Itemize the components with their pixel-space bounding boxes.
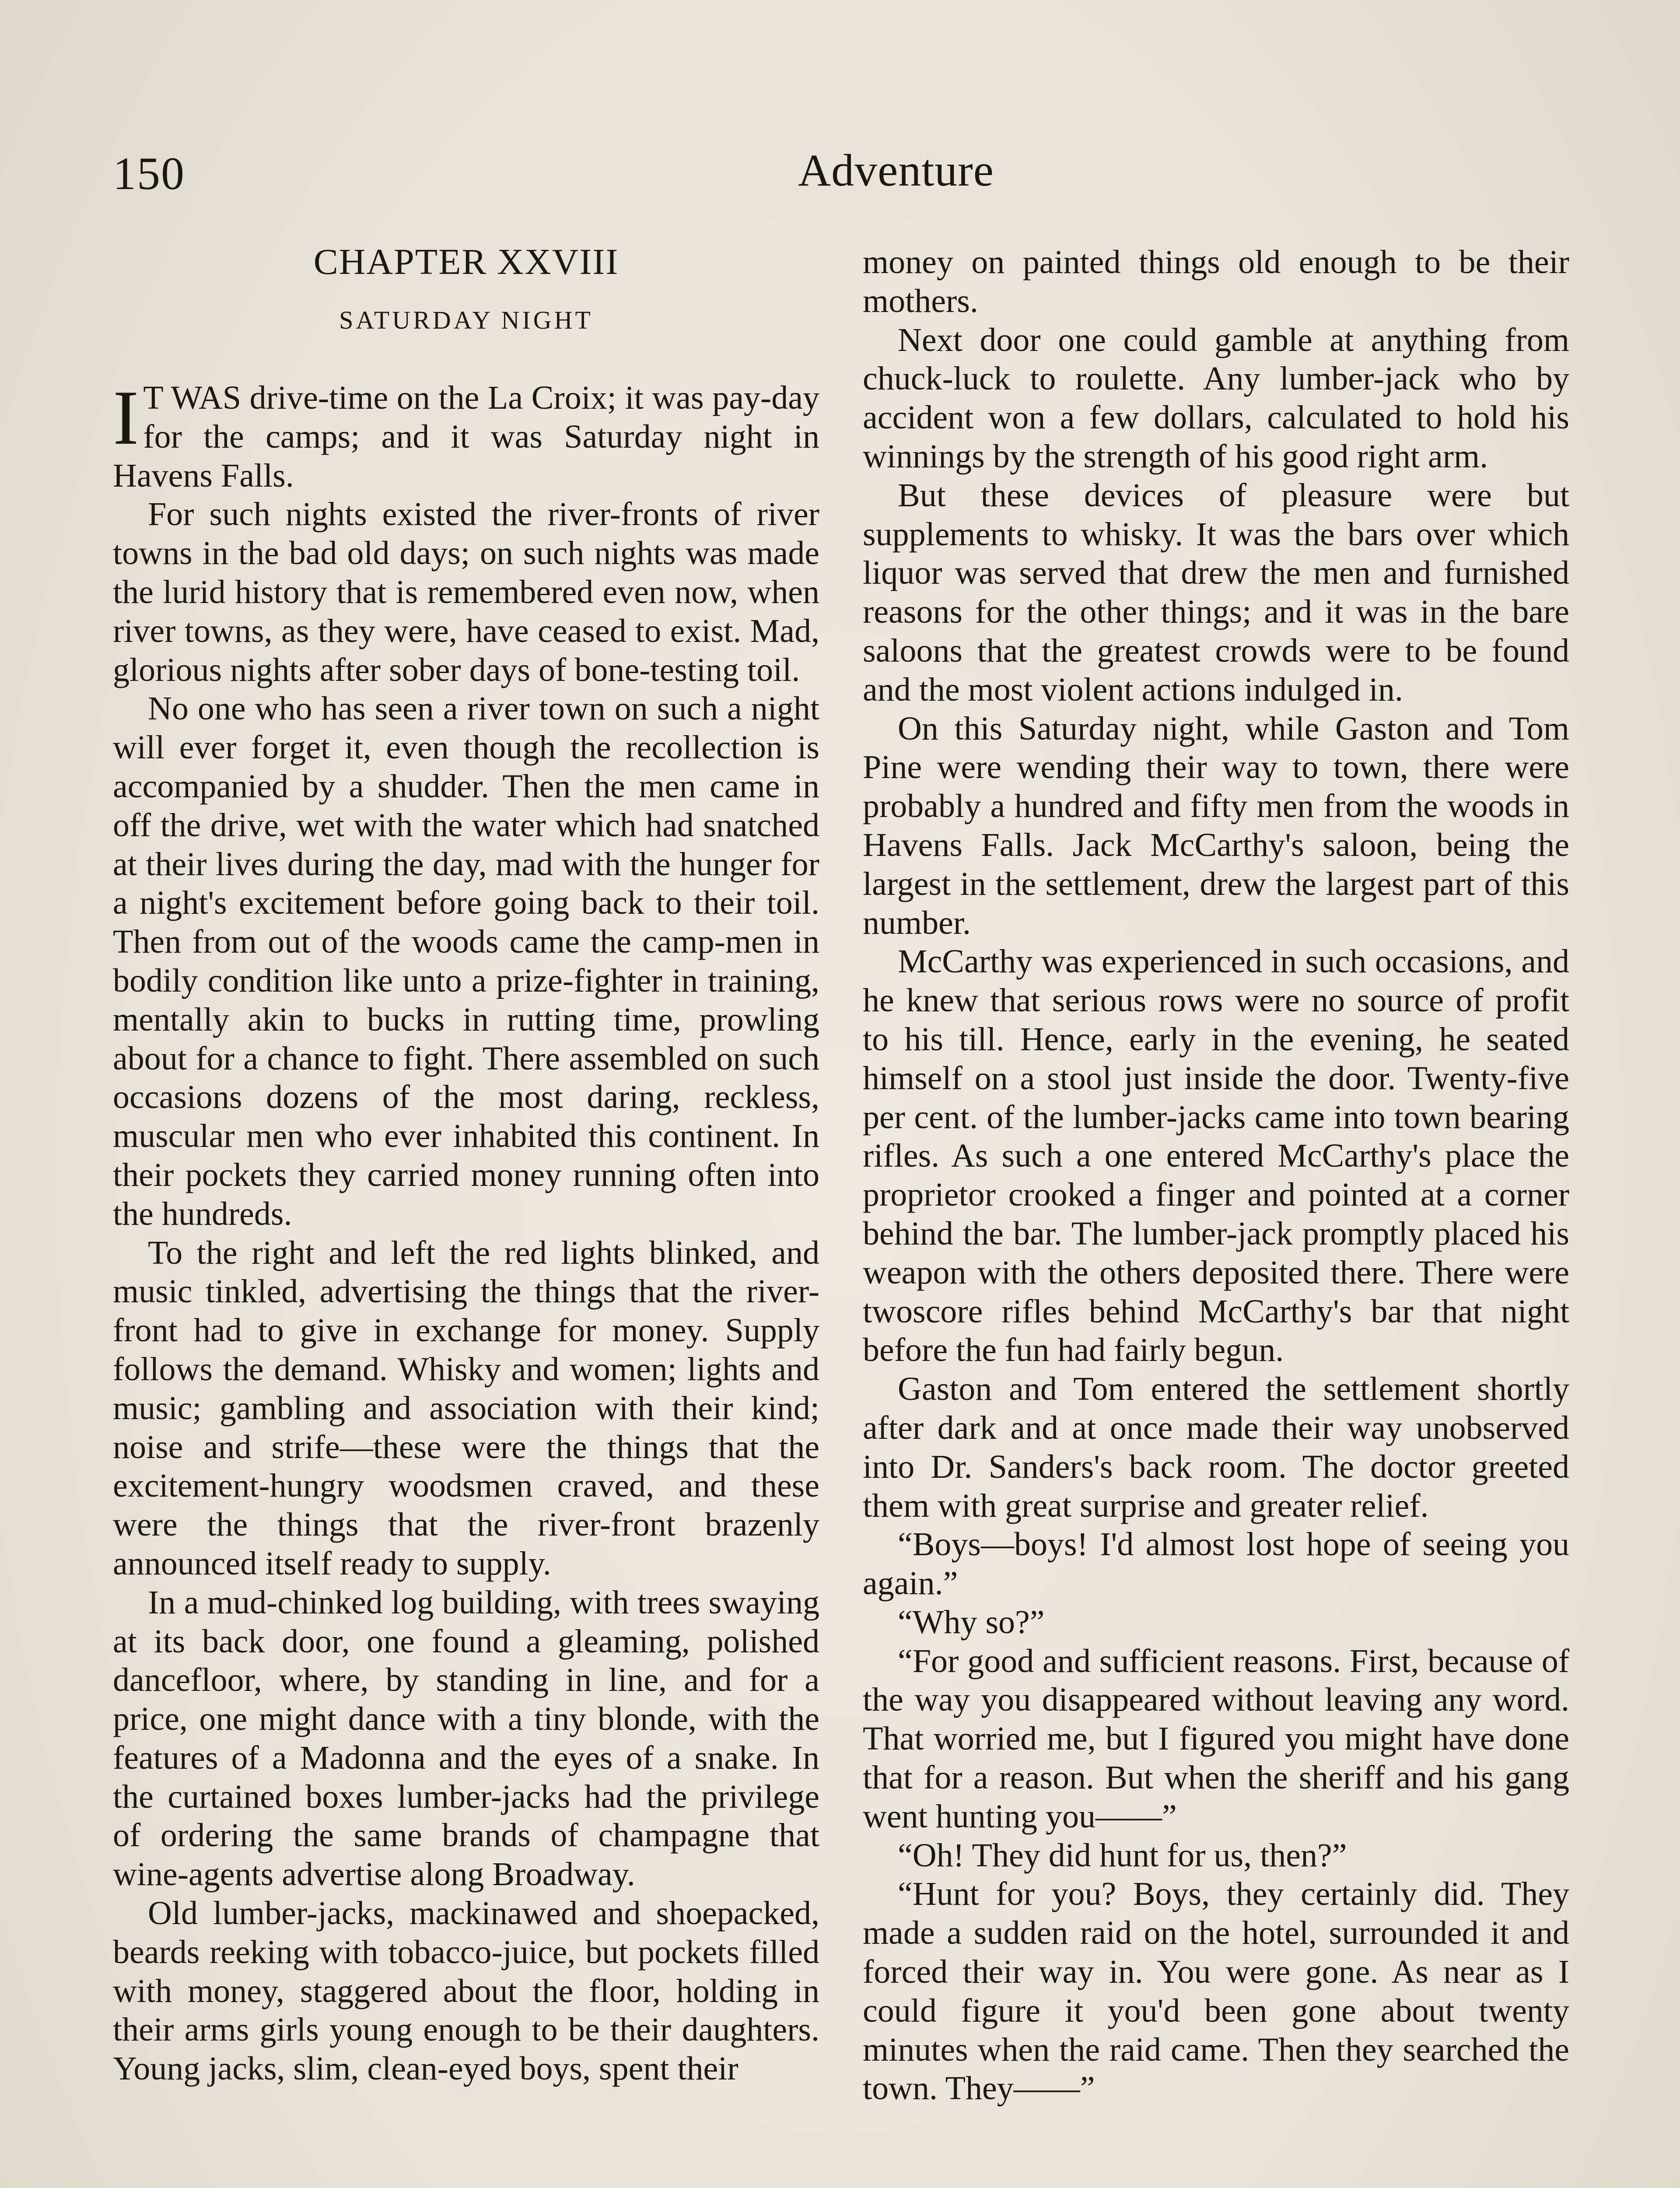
paragraph: For such nights existed the river-fronts of river towns in the bad old days; on such nights was made the lurid history that is remembered even now, when river towns, as they were, have ceased to exist. Mad, glorious nights after sober days of bone-testing toil. xyxy=(113,496,819,688)
dialogue-line: “Oh! They did hunt for us, then?” xyxy=(898,1837,1347,1874)
dialogue-line: “Why so?” xyxy=(898,1603,1045,1641)
left-column xyxy=(113,243,819,2088)
dialogue-line: “Boys—boys! I'd almost lost hope of seeing you again.” xyxy=(863,1526,1569,1602)
dialogue-line: “Hunt for you? Boys, they certainly did. They made a sudden raid on the hotel, surrounded it and forced their way in. You were gone. As near as I could figure it you'd been gone about twenty minutes when the raid came. Then they searched the town. They——” xyxy=(863,1876,1569,2107)
journal-title: Adventure xyxy=(798,145,994,196)
paragraph: In a mud-chinked log building, with trees swaying at its back door, one found a gleaming, polished dancefloor, where, by standing in line, and for a price, one might dance with a tiny blonde, with the features of a Madonna and the eyes of a snake. In the curtained boxes lumber-jacks had the privilege of ordering the same brands of champagne that wine-agents advertise along Broadway. xyxy=(113,1584,819,1893)
page-number: 150 xyxy=(113,148,185,199)
continued-paragraph: money on painted things old enough to be their mothers. xyxy=(863,244,1569,319)
paragraph: Next door one could gamble at anything from chuck-luck to roulette. Any lumber-jack who by accident won a few dollars, calculated to hold his winnings by the strength of his good right arm. xyxy=(863,321,1569,475)
paragraph: No one who has seen a river town on such a night will ever forget it, even though the recollection is accompanied by a shudder. Then the men came in off the drive, wet with the water which had snatched at their lives during the day, mad with the hunger for a night's excitement before going back to their toil. Then from out of the woods came the camp-men in bodily condition like unto a prize-fighter in training, mentally akin to bucks in rutting time, prowling about for a chance to fight. There assembled on such occasions dozens of the most daring, reckless, muscular men who ever inhabited this continent. In their pockets they carried money running often into the hundreds. xyxy=(113,690,819,1232)
paragraph: McCarthy was experienced in such occasions, and he knew that serious rows were no source of profit to his till. Hence, early in the evening, he seated himself on a stool just inside the door. Twenty-five per cent. of the lumber-jacks came into town bearing rifles. As such a one entered McCarthy's place the proprietor crooked a finger and pointed at a corner behind the bar. The lumber-jack promptly placed his weapon with the others deposited there. There were twoscore rifles behind McCarthy's bar that night before the fun had fairly begun. xyxy=(863,943,1569,1369)
chapter-subtitle: SATURDAY NIGHT xyxy=(339,306,593,334)
paragraph: On this Saturday night, while Gaston and Tom Pine were wending their way to town, there were probably a hundred and fifty men from the woods in Havens Falls. Jack McCarthy's saloon, being the largest in the settlement, drew the largest part of this number. xyxy=(863,710,1569,941)
chapter-title: CHAPTER XXVIII xyxy=(313,242,619,282)
drop-cap: I xyxy=(113,374,139,461)
opening-paragraph-text: T WAS drive-time on the La Croix; it was pay-day for the camps; and it was Saturday night in Havens Falls. xyxy=(113,379,819,494)
dialogue-line: “For good and sufficient reasons. First, because of the way you disappeared without leaving any word. That worried me, but I figured you might have done that for a reason. But when the sheriff and his gang went hunting you——” xyxy=(863,1642,1569,1835)
paragraph: Gaston and Tom entered the settlement shortly after dark and at once made their way unobserved into Dr. Sanders's back room. The doctor greeted them with great surprise and greater relief. xyxy=(863,1371,1569,1524)
paragraph: Old lumber-jacks, mackinawed and shoepacked, beards reeking with tobacco-juice, but pockets filled with money, staggered about the floor, holding in their arms girls young enough to be their daughters. Young jacks, slim, clean-eyed boys, spent their xyxy=(113,1895,819,2087)
right-column xyxy=(863,243,1569,2108)
running-head xyxy=(113,144,1570,206)
opening-paragraph xyxy=(113,374,819,495)
paragraph: To the right and left the red lights blinked, and music tinkled, advertising the things that the river-front had to give in exchange for money. Supply follows the demand. Whisky and women; lights and music; gambling and association with their kind; noise and strife—these were the things that the excitement-hungry woodsmen craved, and these were the things that the river-front brazenly announced itself ready to supply. xyxy=(113,1234,819,1582)
paragraph: But these devices of pleasure were but supplements to whisky. It was the bars over which liquor was served that drew the men and furnished reasons for the other things; and it was in the bare saloons that the greatest crowds were to be found and the most violent actions indulged in. xyxy=(863,477,1569,708)
